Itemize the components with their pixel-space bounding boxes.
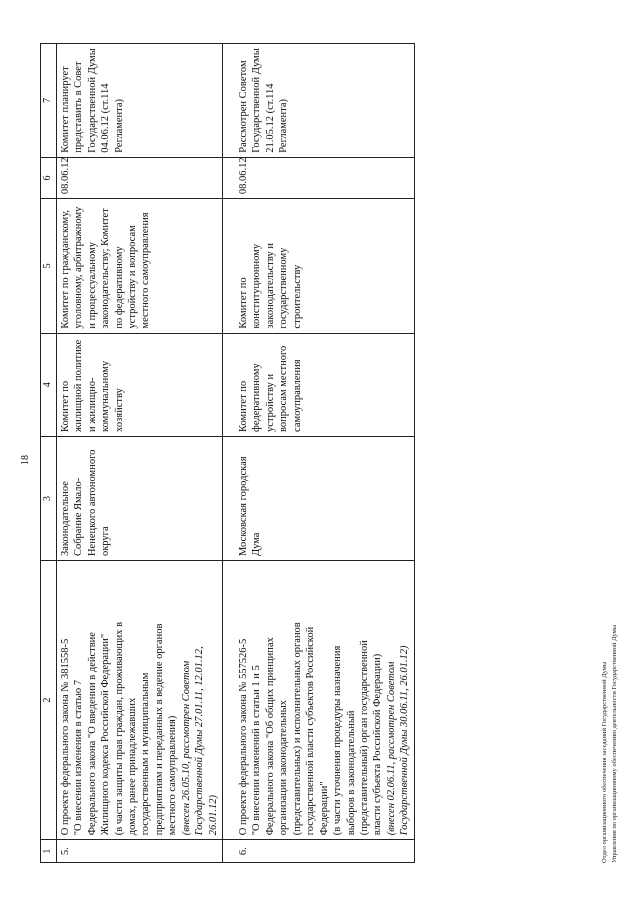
description-line: Федерального закона "Об общих принципах — [264, 637, 276, 836]
description-line: предприятиям и переданных в ведение органов — [153, 623, 165, 836]
description-line: (представительный) орган государственной — [358, 640, 370, 836]
description-line: государственным и муниципальным — [140, 672, 152, 836]
bills-table — [40, 43, 415, 863]
introduction-note: Государственной Думы 30.06.11, 26.01.12) — [399, 645, 411, 836]
description-line: Федерации" — [318, 781, 330, 836]
page-footer — [600, 625, 620, 863]
description-line: (в части защиты прав граждан, проживающих в — [113, 621, 125, 836]
footer-line: Отдел организационного обеспечения заседаний Государственной Думы — [601, 661, 608, 863]
description-line: домах, ранее принадлежавших — [126, 697, 138, 836]
description-line: О проекте федерального закона № 381558-5 — [59, 638, 71, 836]
table-row — [223, 44, 415, 863]
description-line: "О внесении изменения в статью 7 — [73, 679, 85, 836]
row-number: 6. — [223, 840, 415, 863]
co-executor-committees: Комитет по гражданскому, уголовному, арбитражному и процессуальному законодательству; Комитет по федеративному устройству и вопросам местного самоуправления — [56, 199, 222, 333]
date: 08.06.12 — [56, 157, 222, 198]
bill-description — [56, 561, 222, 840]
column-header-1: 1 — [41, 840, 57, 863]
description-line: организации законодательных — [278, 700, 290, 836]
responsible-committee: Комитет по федеративному устройству и вопросам местного самоуправления — [223, 333, 415, 436]
initiator: Законодательное Собрание Ямало-Ненецкого автономного округа — [56, 436, 222, 560]
description-line: (представительных) и исполнительных органов — [291, 622, 303, 836]
table-row — [56, 44, 222, 863]
description-line: власти субъекта Российской Федерации) — [372, 653, 384, 836]
description-line: Федерального закона "О введении в действие — [86, 632, 98, 836]
responsible-committee: Комитет по жилищной политике и жилищно-коммунальному хозяйству — [56, 333, 222, 436]
introduction-note: (внесен 26.05.10, рассмотрен Советом — [180, 660, 192, 836]
status: Рассмотрен Советом Государственной Думы 21.05.12 (ст.114 Регламента) — [223, 44, 415, 158]
column-header-row — [41, 44, 57, 863]
description-line: местного самоуправления) — [167, 715, 179, 836]
row-number: 5. — [56, 840, 222, 863]
co-executor-committees: Комитет по конституционному законодательству и государственному строительству — [223, 199, 415, 333]
column-header-6: 6 — [41, 157, 57, 198]
status: Комитет планирует представить в Совет Государственной Думы 04.06.12 (ст.114 Регламента) — [56, 44, 222, 158]
introduction-note: 26.01.12) — [207, 795, 219, 836]
initiator: Московская городская Дума — [223, 436, 415, 560]
bill-description — [223, 561, 415, 840]
column-header-7: 7 — [41, 44, 57, 158]
column-header-2: 2 — [41, 561, 57, 840]
page-number: 18 — [20, 455, 31, 465]
footer-line: Управления по организационному обеспечению деятельности Государственной Думы — [610, 624, 618, 863]
description-line: выборов в законодательный — [345, 710, 357, 836]
description-line: "О внесении изменений в статьи 1 и 5 — [251, 665, 263, 836]
column-header-4: 4 — [41, 333, 57, 436]
description-line: Жилищного кодекса Российской Федерации" — [100, 633, 112, 836]
description-line: (в части уточнения процедуры назначения — [332, 645, 344, 836]
column-header-5: 5 — [41, 199, 57, 333]
description-line: государственной власти субъектов Российской — [305, 626, 317, 836]
column-header-3: 3 — [41, 436, 57, 560]
date: 08.06.12 — [223, 157, 415, 198]
description-line: О проекте федерального закона № 557526-5 — [238, 638, 250, 836]
introduction-note: (внесен 02.06.11, рассмотрен Советом — [385, 661, 397, 836]
introduction-note: Государственной Думы 27.01.11, 12.01.12, — [194, 646, 206, 836]
